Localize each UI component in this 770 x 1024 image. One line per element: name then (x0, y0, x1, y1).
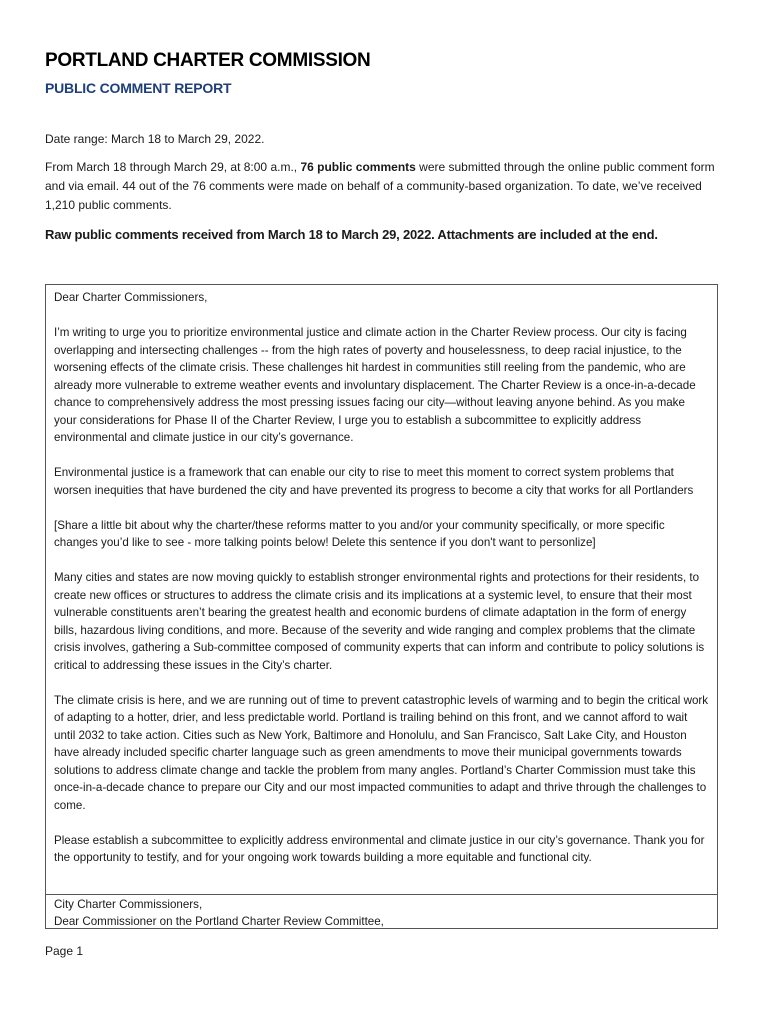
comment-cell (46, 285, 717, 895)
comment-paragraph: Please establish a subcommittee to explicitly address environmental and climate justice in our city’s governance. Thank you for the opportunity to testify, and for your ongoing work towards building a more equitable and functional city. (54, 833, 705, 864)
raw-comments-heading: Raw public comments received from March 18 to March 29, 2022. Attachments are included at the end. (45, 227, 658, 242)
page-number: Page 1 (45, 944, 84, 958)
comments-table (45, 284, 718, 929)
comment-paragraph: Many cities and states are now moving quickly to establish stronger environmental rights and protections for their residents, to create new offices or structures to address the climate crisis and its implications at a systemic level, to ensure that their most vulnerable constituents aren’t bearing the greatest health and economic burdens of climate adaptation in the form of energy bills, hazardous living conditions, and more. Because of the severity and wide ranging and complex problems that the climate crisis involves, gathering a Sub-committee composed of community experts that can inform and contribute to policy solutions is critical to addressing these issues in the City’s charter. (54, 571, 705, 672)
comment-cell (46, 895, 717, 928)
comment-paragraph: Environmental justice is a framework that can enable our city to rise to meet this moment to correct system problems that worsen inequities that have burdened the city and have prevented its progress to become a city that works for all Portlanders (54, 466, 694, 497)
summary-paragraph (45, 158, 725, 215)
comment-paragraph: [Share a little bit about why the charter/these reforms matter to you and/or your community specifically, or more specific changes you’d like to see - more talking points below! Delete this sentence if you don't want to personlize] (54, 518, 665, 549)
comment-paragraph: City Charter Commissioners, (54, 898, 203, 911)
summary-comment-count: 76 public comments (300, 160, 416, 174)
comment-paragraph: The climate crisis is here, and we are running out of time to prevent catastrophic levels of warming and to begin the critical work of adapting to a hotter, drier, and less predictable world. Portland is trailing behind on this front, and we cannot afford to wait until 2032 to take action. Cities such as New York, Baltimore and Honolulu, and San Francisco, Salt Lake City, and Houston have already included specific charter language such as green amendments to move their municipal governments towards solutions to address climate change and tackle the problem from many angles. Portland’s Charter Commission must take this once-in-a-decade chance to prepare our City and our most impacted communities to adapt and thrive through the challenges to come. (54, 693, 709, 812)
comment-paragraph: I’m writing to urge you to prioritize environmental justice and climate action in the Charter Review process. Our city is facing overlapping and intersecting challenges -- from the high rates of poverty and houselessness, to deep racial injustice, to the worsening effects of the climate crisis. These challenges hit hardest in communities still reeling from the pandemic, who are already more vulnerable to extreme weather events and involuntary displacement. The Charter Review is a once-in-a-decade chance to comprehensively address the most pressing issues facing our city—without leaving anyone behind. As you make your considerations for Phase II of the Charter Review, I urge you to establish a subcommittee to explicitly address environmental and climate justice in our city’s governance. (54, 326, 696, 444)
summary-text-end: were submitted through the online public comment form and via email. 44 out of the 76 comments were made on behalf of a community-based organization. To date, we’ve received 1,210 public comments. (45, 160, 715, 212)
document-title: PORTLAND CHARTER COMMISSION (45, 50, 371, 71)
comment-paragraph: Dear Commissioner on the Portland Charter Review Committee, (54, 915, 384, 928)
document-subtitle: PUBLIC COMMENT REPORT (45, 80, 232, 96)
comment-paragraph: Dear Charter Commissioners, (54, 291, 208, 304)
summary-text-start: From March 18 through March 29, at 8:00 a.m., (45, 160, 301, 174)
date-range-text: Date range: March 18 to March 29, 2022. (45, 132, 265, 146)
